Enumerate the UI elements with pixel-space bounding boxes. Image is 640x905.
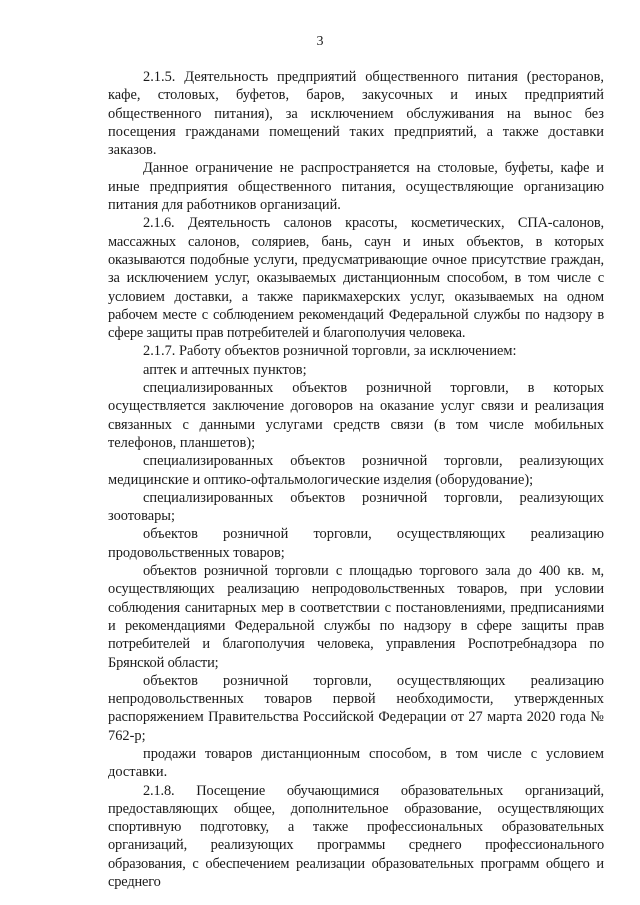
list-item-small-stores: объектов розничной торговли с площадью торгового зала до 400 кв. м, осуществляющих реализацию непродовольственных товаров, при условии соблюдения санитарных мер в соответствии с постановлениями, предписаниями и рекомендациями Федеральной службы по надзору в сфере защиты прав потребителей и благополучия человека, управления Роспотребнадзора по Брянской области; xyxy=(108,563,604,671)
document-body xyxy=(108,68,604,891)
paragraph-2-1-6: 2.1.6. Деятельность салонов красоты, косметических, СПА-салонов, массажных салонов, соляриев, бань, саун и иных объектов, в которых оказываются подобные услуги, предусматривающие очное присутствие граждан, за исключением услуг, оказываемых дистанционным способом, в том числе с условием доставки, а также парикмахерских услуг, оказываемых на одном рабочем месте с соблюдением рекомендаций Федеральной службы по надзору в сфере защиты прав потребителей и благополучия человека. xyxy=(108,215,604,342)
list-item-communication-stores: специализированных объектов розничной торговли, в которых осуществляется заключение договоров на оказание услуг связи и реализация связанных с данными услугами средств связи (в том числе мобильных телефонов, планшетов); xyxy=(108,380,604,451)
list-item-food-stores: объектов розничной торговли, осуществляющих реализацию продовольственных товаров; xyxy=(108,526,604,561)
page-number: 3 xyxy=(316,34,324,49)
list-item-essential-goods: объектов розничной торговли, осуществляющих реализацию непродовольственных товаров первой необходимости, утвержденных распоряжением Правительства Российской Федерации от 27 марта 2020 года № 762-р; xyxy=(108,672,604,744)
paragraph-2-1-8: 2.1.8. Посещение обучающимися образовательных организаций, предоставляющих общее, дополнительное образование, осуществляющих спортивную подготовку, а также профессиональных образовательных организаций, реализующих программы среднего профессионального образования, с обеспечением реализации образовательных программ общего и среднего xyxy=(108,782,604,891)
list-item-pet-stores: специализированных объектов розничной торговли, реализующих зоотовары; xyxy=(108,489,604,525)
list-item-pharmacies: аптек и аптечных пунктов; xyxy=(143,361,307,378)
list-item-medical-stores: специализированных объектов розничной торговли, реализующих медицинские и оптико-офтальмологические изделия (оборудование); xyxy=(108,453,604,488)
paragraph-2-1-5: 2.1.5. Деятельность предприятий общественного питания (ресторанов, кафе, столовых, буфетов, баров, закусочных и иных предприятий общественного питания), за исключением обслуживания на вынос без посещения гражданами помещений таких предприятий, а также доставки заказов. xyxy=(108,69,604,159)
paragraph-2-1-7: 2.1.7. Работу объектов розничной торговли, за исключением: xyxy=(143,343,517,360)
paragraph-exception-note: Данное ограничение не распространяется на столовые, буфеты, кафе и иные предприятия общественного питания, осуществляющие организацию питания для работников организаций. xyxy=(108,160,604,214)
list-item-remote-sales: продажи товаров дистанционным способом, в том числе с условием доставки. xyxy=(108,745,604,781)
